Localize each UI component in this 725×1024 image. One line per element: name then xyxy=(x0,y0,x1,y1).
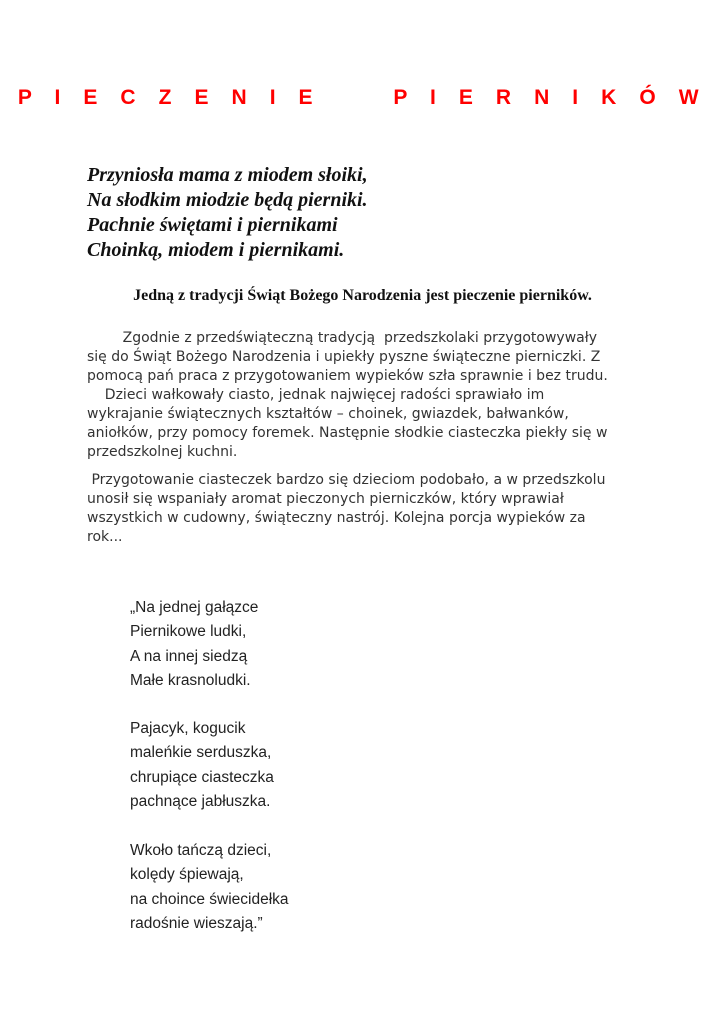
poem-stanza-3 xyxy=(130,839,289,937)
poem-line: maleńkie serduszka, xyxy=(130,744,272,762)
paragraph-line: rok... xyxy=(87,529,123,545)
verse-line: Pachnie świętami i piernikami xyxy=(87,214,338,236)
poem-line: Pajacyk, kogucik xyxy=(130,720,246,737)
intro-verse xyxy=(87,163,368,263)
paragraph-2 xyxy=(87,471,647,547)
poem-line: Małe krasnoludki. xyxy=(130,672,251,690)
poem-line: kolędy śpiewają, xyxy=(130,866,244,884)
paragraph-line: wszystkich w cudowny, świąteczny nastrój. Kolejna porcja wypieków za xyxy=(87,510,586,526)
poem-line: radośnie wieszają.” xyxy=(130,915,263,933)
poem-stanza-2 xyxy=(130,717,274,815)
paragraph-line: Dzieci wałkowały ciasto, jednak najwięcej radości sprawiało im xyxy=(87,387,545,403)
poem-line: „Na jednej gałązce xyxy=(130,599,259,616)
poem-line: chrupiące ciasteczka xyxy=(130,768,274,786)
verse-line: Przyniosła mama z miodem słoiki, xyxy=(87,164,368,186)
headline: Jedną z tradycji Świąt Bożego Narodzenia jest pieczenie pierników. xyxy=(133,287,592,304)
poem-line: Piernikowe ludki, xyxy=(130,623,247,641)
paragraph-line: Przygotowanie ciasteczek bardzo się dzieciom podobało, a w przedszkolu xyxy=(87,472,606,488)
paragraph-line: się do Świąt Bożego Narodzenia i upiekły pyszne świąteczne pierniczki. Z xyxy=(87,349,601,365)
paragraph-line: Zgodnie z przedświąteczną tradycją przedszkolaki przygotowywały xyxy=(87,330,598,346)
poem-line: pachnące jabłuszka. xyxy=(130,793,271,811)
poem-line: A na innej siedzą xyxy=(130,647,248,665)
paragraph-line: pomocą pań praca z przygotowaniem wypieków szła sprawnie i bez trudu. xyxy=(87,368,608,384)
paragraph-line: wykrajanie świątecznych kształtów – choinek, gwiazdek, bałwanków, xyxy=(87,406,569,422)
poem-line: na choince świecidełka xyxy=(130,890,289,908)
verse-line: Choinką, miodem i piernikami. xyxy=(87,239,345,261)
paragraph-1 xyxy=(87,329,647,462)
poem-line: Wkoło tańczą dzieci, xyxy=(130,842,272,859)
verse-line: Na słodkim miodzie będą pierniki. xyxy=(87,189,368,211)
paragraph-line: unosił się wspaniały aromat pieczonych pierniczków, który wprawiał xyxy=(87,491,564,507)
page-title: P I E C Z E N I E P I E R N I K Ó W xyxy=(17,86,708,109)
poem-stanza-1 xyxy=(130,596,258,694)
paragraph-line: przedszkolnej kuchni. xyxy=(87,444,238,460)
paragraph-line: aniołków, przy pomocy foremek. Następnie słodkie ciasteczka piekły się w xyxy=(87,425,608,441)
